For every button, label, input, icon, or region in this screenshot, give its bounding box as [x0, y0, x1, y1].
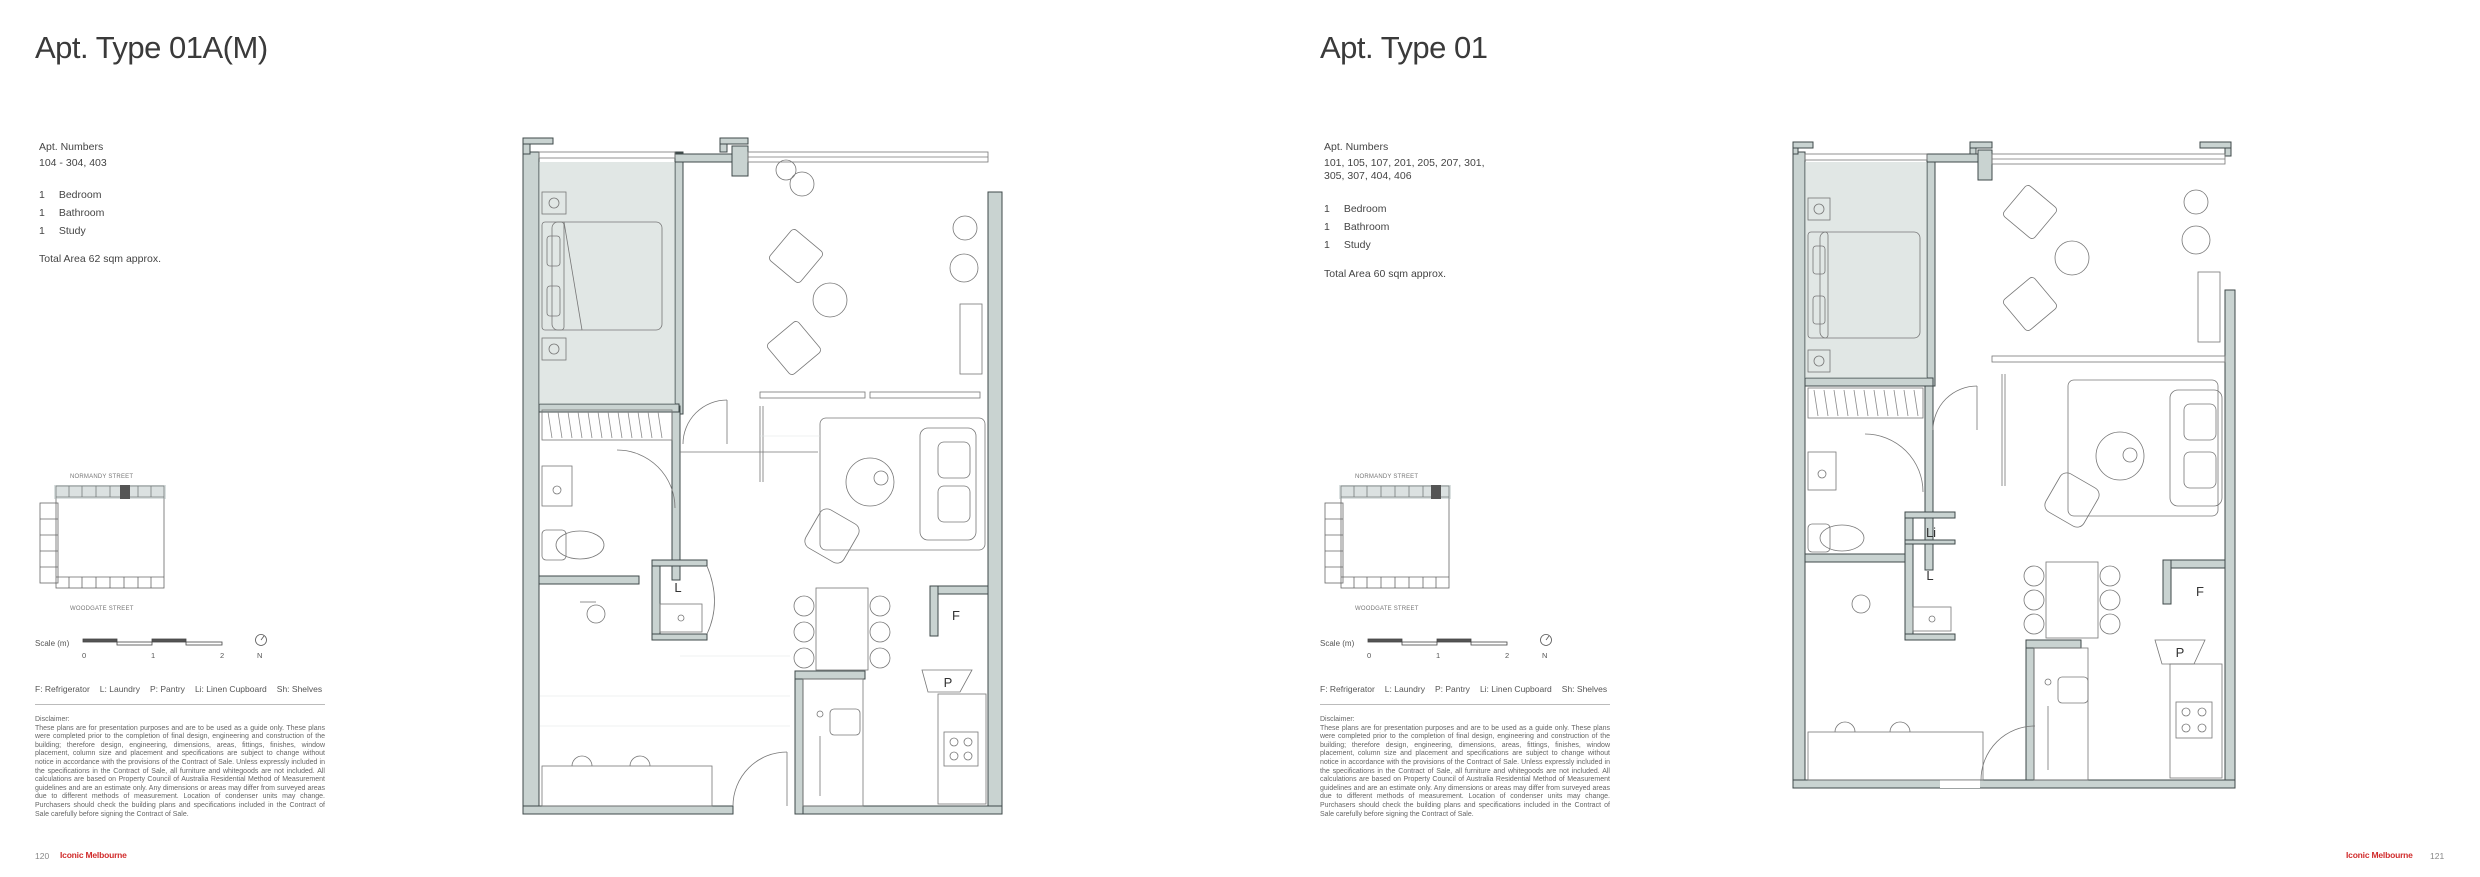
room-item: 1 Bedroom	[39, 189, 102, 201]
scale-tick: 1	[1436, 651, 1441, 660]
floor-plan	[520, 136, 1005, 818]
legend-item: L: Laundry	[1384, 684, 1425, 694]
disclaimer	[1320, 716, 1610, 819]
page-right	[1240, 0, 2480, 877]
page-number: 121	[2430, 851, 2445, 861]
disclaimer-title: Disclaimer:	[35, 716, 70, 723]
plan-label-linen: Li	[1925, 525, 1937, 540]
plan-label-pantry: P	[2175, 645, 2185, 660]
room-item: 1 Bathroom	[1324, 221, 1390, 233]
key-plan	[34, 483, 169, 605]
disclaimer	[35, 716, 325, 819]
brand-logo: Iconic Melbourne	[60, 850, 127, 860]
legend-item: F: Refrigerator	[35, 684, 90, 694]
legend-item: Sh: Shelves	[1561, 684, 1608, 694]
legend-item: P: Pantry	[1434, 684, 1470, 694]
disclaimer-text: These plans are for presentation purposes and are to be used as a guide only. These plans were completed prior to the completion of final design, engineering and construction of the building; therefore design, engineering, dimensions, areas, fittings, finishes, window placement, column size and placement and specifications are subject to change without notice in accordance with the provisions of the Contract of Sale. Unless expressly included in the specifications in the Contract of Sale, all furniture and whitegoods are not included. All calculations are based on Property Council of Australia Residential Method of Measurement guidelines and are an estimate only. Any dimensions or areas may differ from surveyed areas due to different methods of measurement. Location of condenser units may change. Purchasers should check the building plans and specifications included in the Contract of Sale carefully before signing the Contract of Sale.	[35, 724, 325, 818]
plan-label-fridge: F	[952, 608, 960, 623]
legend-item: Sh: Shelves	[276, 684, 323, 694]
room-list	[1324, 200, 1389, 254]
apt-numbers-label: Apt. Numbers	[39, 141, 104, 153]
street-label-bottom: WOODGATE STREET	[1355, 606, 1419, 612]
apt-numbers-label: Apt. Numbers	[1324, 141, 1389, 153]
north-arrow-icon	[1539, 633, 1553, 647]
apt-numbers	[1324, 141, 1485, 183]
north-label: N	[257, 651, 263, 660]
scale-tick: 2	[1505, 651, 1510, 660]
room-item: 1 Study	[1324, 239, 1371, 251]
legend-item: P: Pantry	[149, 684, 185, 694]
brand-logo: Iconic Melbourne	[2346, 850, 2413, 860]
room-item: 1 Study	[39, 225, 86, 237]
plan-label-laundry: L	[1926, 568, 1934, 583]
legend-item: F: Refrigerator	[1320, 684, 1375, 694]
street-label-top: NORMANDY STREET	[70, 474, 134, 480]
legend-item: Li: Linen Cupboard	[1479, 684, 1552, 694]
street-label-top: NORMANDY STREET	[1355, 474, 1419, 480]
page-number: 120	[35, 851, 50, 861]
street-label-bottom: WOODGATE STREET	[70, 606, 134, 612]
scale-bar	[82, 636, 227, 650]
room-item: 1 Bathroom	[39, 207, 105, 219]
disclaimer-title: Disclaimer:	[1320, 716, 1355, 723]
room-list	[39, 186, 104, 240]
apt-numbers-line: 101, 105, 107, 201, 205, 207, 301,	[1324, 157, 1485, 169]
divider	[35, 704, 325, 705]
north-label: N	[1542, 651, 1548, 660]
legend	[35, 684, 322, 694]
total-area: Total Area 60 sqm approx.	[1324, 268, 1446, 280]
key-plan	[1319, 483, 1454, 605]
legend	[1320, 684, 1607, 694]
scale-label: Scale (m)	[1320, 639, 1355, 648]
legend-item: L: Laundry	[99, 684, 140, 694]
divider	[1320, 704, 1610, 705]
scale-tick: 1	[151, 651, 156, 660]
scale-tick: 0	[82, 651, 87, 660]
scale-bar	[1367, 636, 1512, 650]
scale-tick: 2	[220, 651, 225, 660]
north-arrow-icon	[254, 633, 268, 647]
page-title: Apt. Type 01	[1320, 30, 1488, 65]
page-title: Apt. Type 01A(M)	[35, 30, 268, 65]
apt-numbers-line: 305, 307, 404, 406	[1324, 170, 1412, 182]
apt-numbers	[39, 141, 107, 170]
apt-numbers-line: 104 - 304, 403	[39, 157, 107, 169]
total-area: Total Area 62 sqm approx.	[39, 253, 161, 265]
legend-item: Li: Linen Cupboard	[194, 684, 267, 694]
plan-label-laundry: L	[674, 580, 682, 595]
floor-plan	[1790, 140, 2270, 790]
plan-label-pantry: P	[943, 675, 953, 690]
plan-label-fridge: F	[2196, 584, 2204, 599]
room-item: 1 Bedroom	[1324, 203, 1387, 215]
scale-tick: 0	[1367, 651, 1372, 660]
disclaimer-text: These plans are for presentation purposes and are to be used as a guide only. These plans were completed prior to the completion of final design, engineering and construction of the building; therefore design, engineering, dimensions, areas, fittings, finishes, window placement, column size and placement and specifications are subject to change without notice in accordance with the provisions of the Contract of Sale. Unless expressly included in the specifications in the Contract of Sale, all furniture and whitegoods are not included. All calculations are based on Property Council of Australia Residential Method of Measurement guidelines and are an estimate only. Any dimensions or areas may differ from surveyed areas due to different methods of measurement. Location of condenser units may change. Purchasers should check the building plans and specifications included in the Contract of Sale carefully before signing the Contract of Sale.	[1320, 724, 1610, 818]
scale-label: Scale (m)	[35, 639, 70, 648]
